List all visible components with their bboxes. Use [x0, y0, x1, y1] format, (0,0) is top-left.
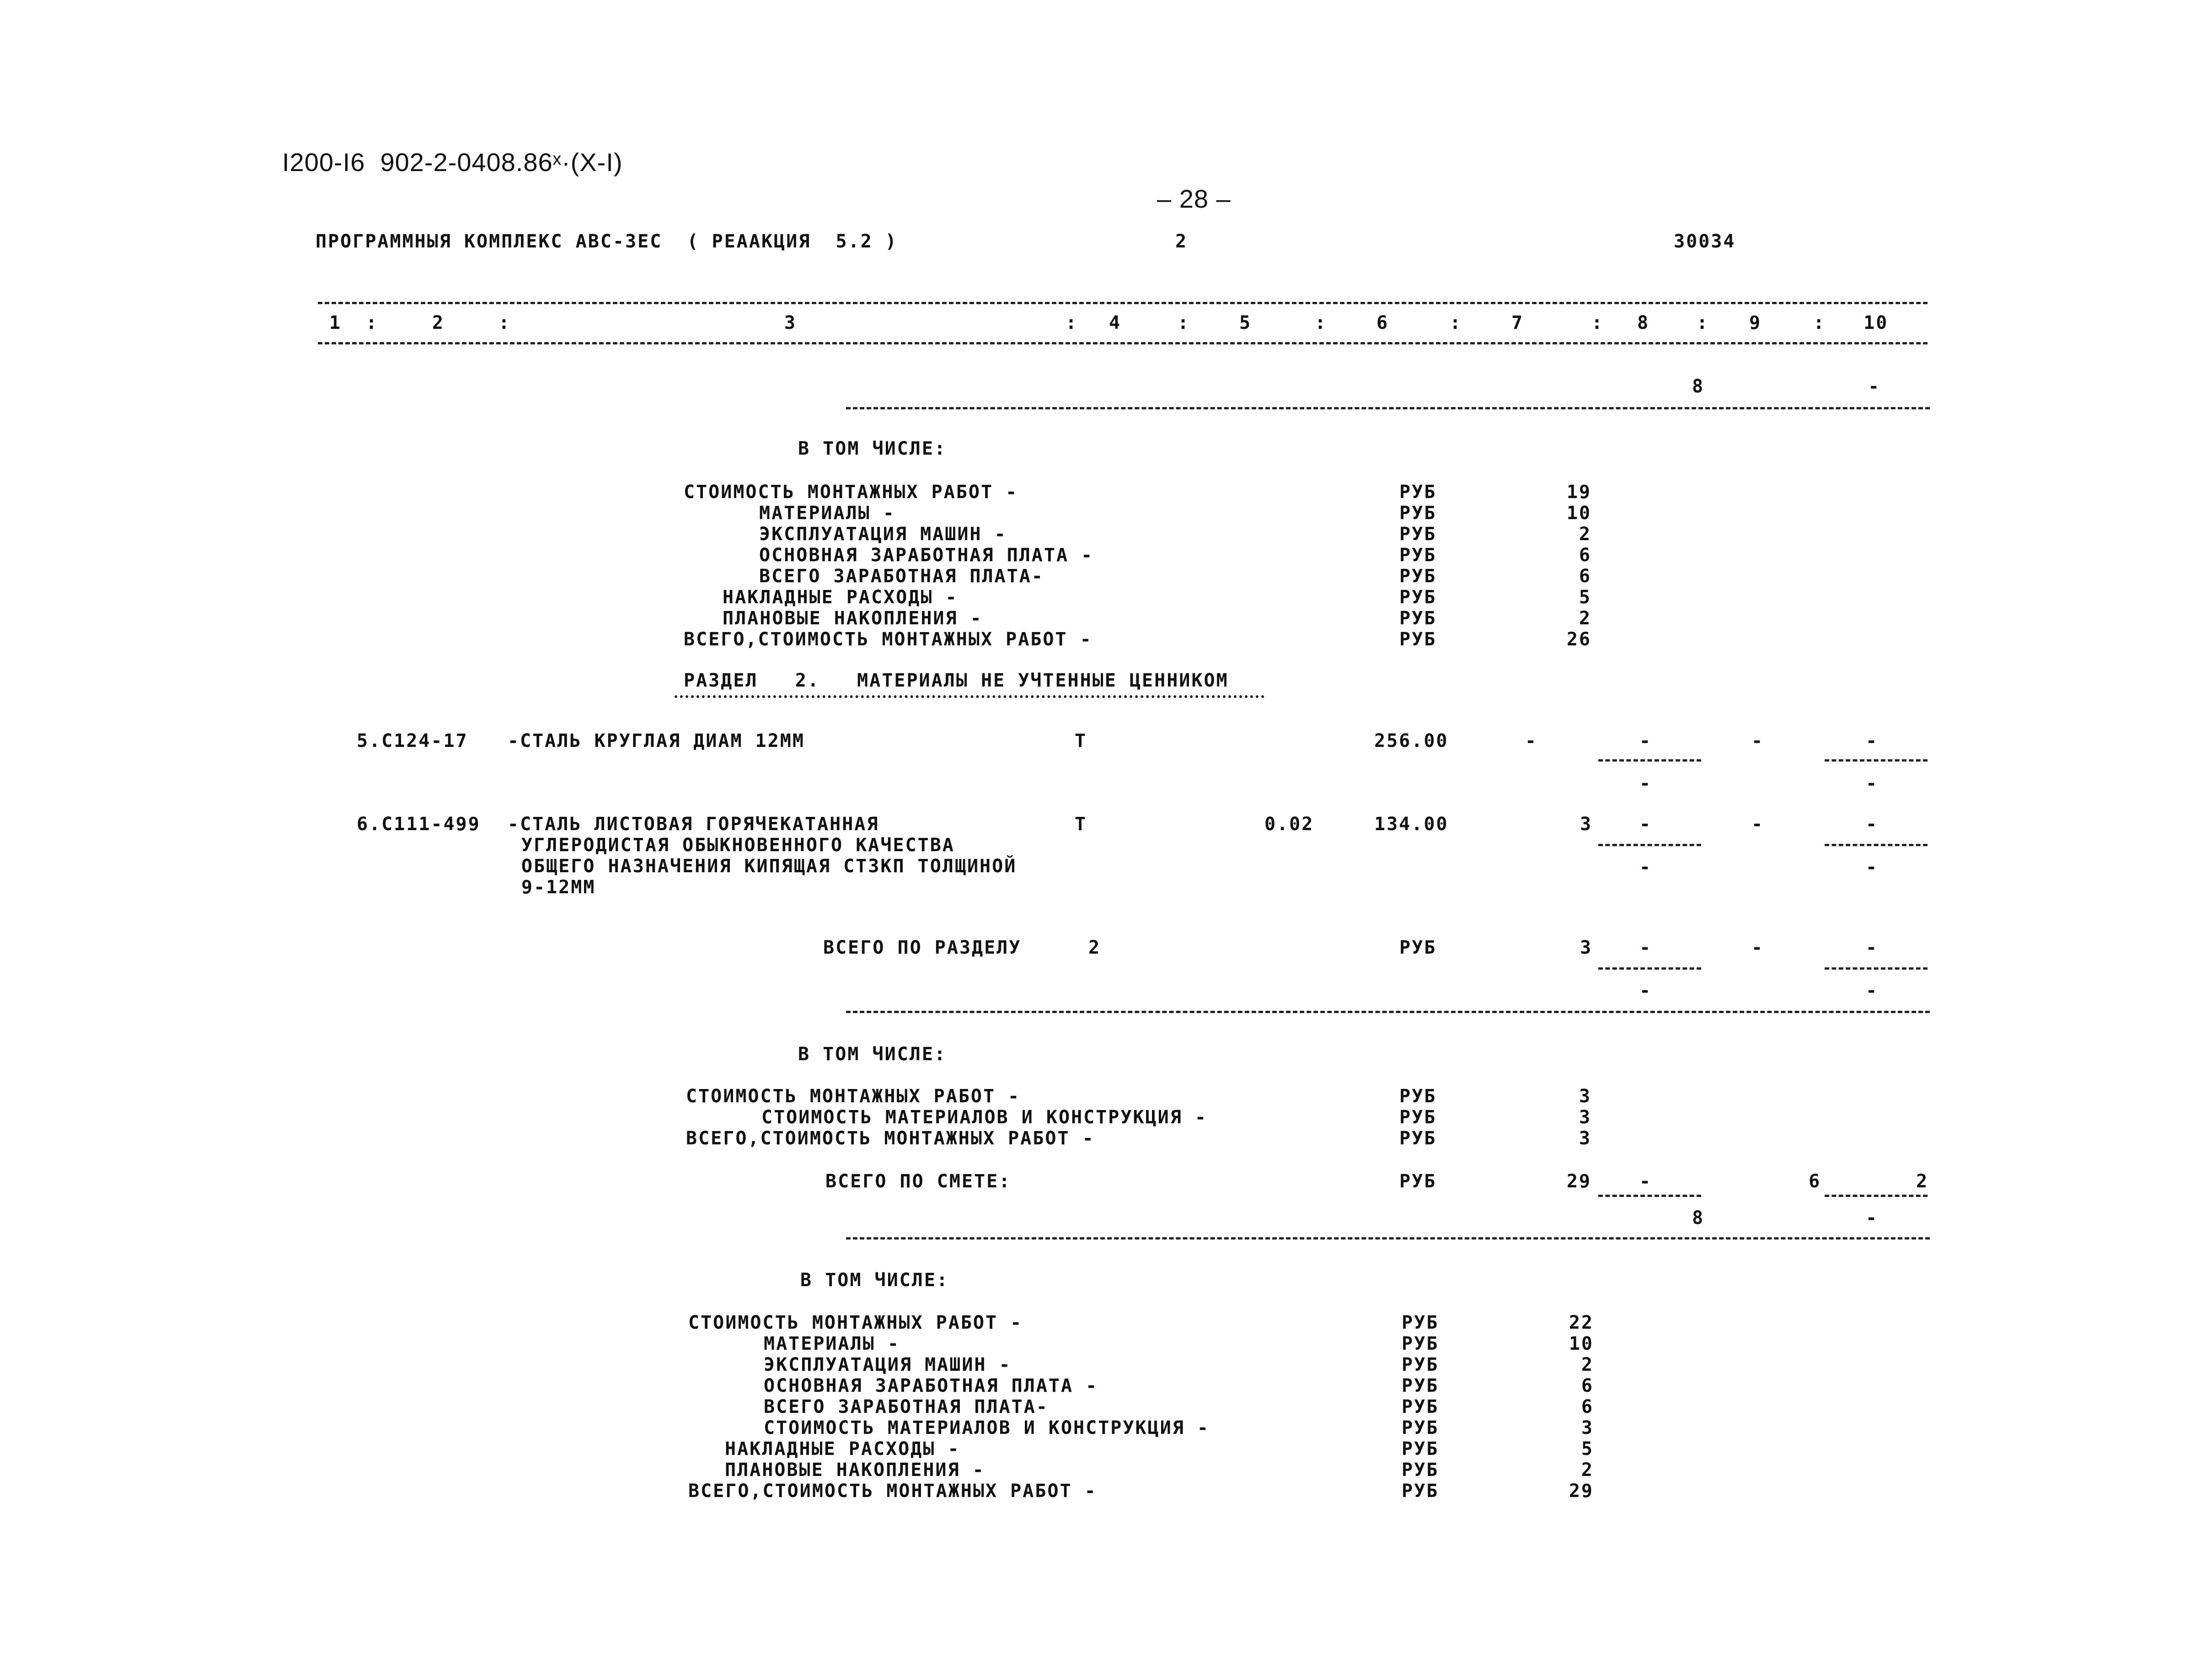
estimate-total-value: 29 [1566, 1171, 1591, 1192]
section-total-label: ВСЕГО ПО РАЗДЕЛУ [823, 937, 1022, 958]
section-total-col9: - [1751, 937, 1764, 958]
summary-unit: РУБ [1399, 608, 1437, 629]
item-col8-rule [1598, 759, 1701, 762]
summary-label: МАТЕРИАЛЫ - [764, 1333, 900, 1354]
column-header: 5 [1239, 312, 1252, 333]
section-total-number: 2 [1088, 937, 1101, 958]
summary-label: ЭКСПЛУАТАЦИЯ МАШИН - [759, 524, 1007, 545]
summary-unit: РУБ [1402, 1312, 1439, 1333]
estimate-total-col10-rule [1825, 1195, 1928, 1197]
summary-label: СТОИМОСТЬ МОНТАЖНЫХ РАБОТ - [686, 1086, 1021, 1107]
summary-unit: РУБ [1402, 1354, 1439, 1375]
column-header: 6 [1376, 312, 1389, 333]
item-col10-rule [1825, 759, 1928, 762]
item-col10-bottom: - [1866, 773, 1879, 794]
item-price: 256.00 [1374, 730, 1449, 751]
summary-value: 10 [1566, 503, 1591, 524]
summary-label: СТОИМОСТЬ МАТЕРИАЛОВ И КОНСТРУКЦИЯ - [764, 1417, 1210, 1438]
item-name: -СТАЛЬ ЛИСТОВАЯ ГОРЯЧЕКАТАННАЯ [508, 814, 879, 835]
summary-unit: РУБ [1399, 1128, 1437, 1149]
column-header: 10 [1864, 312, 1889, 333]
column-separator: : [1813, 312, 1826, 333]
summary-value: 3 [1579, 1107, 1591, 1128]
carry-col8: 8 [1692, 376, 1705, 397]
summary-unit: РУБ [1399, 629, 1437, 650]
item-price: 134.00 [1374, 814, 1449, 835]
estimate-total-col8-rule [1598, 1195, 1701, 1197]
carry-rule [846, 407, 1930, 409]
summary-label: ОСНОВНАЯ ЗАРАБОТНАЯ ПЛАТА - [764, 1375, 1098, 1396]
item-col9: - [1751, 730, 1764, 751]
section-total-col10-top: - [1866, 937, 1879, 958]
summary-unit: РУБ [1399, 524, 1437, 545]
estimate-total-col10-bottom: - [1866, 1207, 1879, 1229]
section-total-col10-bottom: - [1866, 980, 1879, 1001]
section-total-rule [846, 1011, 1930, 1013]
document-code: 30034 [1674, 231, 1736, 252]
table-header-rule [318, 342, 1928, 344]
estimate-total-label: ВСЕГО ПО СМЕТЕ: [825, 1171, 1012, 1192]
item-cost: - [1525, 730, 1538, 751]
summary-unit: РУБ [1402, 1375, 1439, 1396]
summary-value: 3 [1579, 1128, 1591, 1149]
item-code: 5.С124-17 [357, 730, 468, 751]
summary-value: 26 [1566, 629, 1591, 650]
column-separator: : [1315, 312, 1328, 333]
section-total-col8-bottom: - [1639, 980, 1652, 1001]
item-col8-top: - [1639, 814, 1652, 835]
summary-unit: РУБ [1402, 1481, 1439, 1502]
summary-unit: РУБ [1399, 587, 1437, 608]
section-total-value: 3 [1580, 937, 1593, 958]
item-name: -СТАЛЬ КРУГЛАЯ ДИАМ 12ММ [508, 730, 805, 751]
estimate-total-col8-bottom: 8 [1692, 1207, 1705, 1229]
summary-label: ВСЕГО,СТОИМОСТЬ МОНТАЖНЫХ РАБОТ - [686, 1128, 1095, 1149]
item-unit: Т [1075, 730, 1087, 751]
summary-unit: РУБ [1402, 1333, 1439, 1354]
column-header: 1 [329, 312, 342, 333]
column-separator: : [1450, 312, 1462, 333]
column-header: 8 [1637, 312, 1650, 333]
column-separator: : [366, 312, 379, 333]
summary-value: 6 [1581, 1375, 1594, 1396]
summary-unit: РУБ [1402, 1417, 1439, 1438]
including-label: В ТОМ ЧИСЛЕ: [800, 1270, 949, 1291]
section-title-underline [675, 695, 1264, 698]
summary-label: СТОИМОСТЬ МОНТАЖНЫХ РАБОТ - [684, 482, 1018, 503]
item-col8-top: - [1639, 730, 1652, 751]
summary-value: 6 [1579, 566, 1591, 587]
column-separator: : [1066, 312, 1078, 333]
item-code: 6.С111-499 [357, 814, 481, 835]
item-cost: 3 [1580, 814, 1593, 835]
estimate-total-col10-top: 2 [1916, 1171, 1929, 1192]
estimate-total-unit: РУБ [1399, 1171, 1437, 1192]
including-label: В ТОМ ЧИСЛЕ: [798, 438, 947, 459]
item-col10-top: - [1866, 814, 1879, 835]
summary-unit: РУБ [1402, 1396, 1439, 1417]
summary-value: 19 [1566, 482, 1591, 503]
summary-label: НАКЛАДНЫЕ РАСХОДЫ - [725, 1438, 960, 1459]
summary-unit: РУБ [1402, 1459, 1439, 1481]
summary-value: 6 [1581, 1396, 1594, 1417]
table-top-rule [318, 302, 1928, 304]
summary-label: ОСНОВНАЯ ЗАРАБОТНАЯ ПЛАТА - [759, 545, 1094, 566]
summary-value: 2 [1581, 1459, 1594, 1481]
summary-unit: РУБ [1399, 482, 1437, 503]
summary-label: ЭКСПЛУАТАЦИЯ МАШИН - [764, 1354, 1012, 1375]
column-separator: : [1178, 312, 1190, 333]
column-header: 4 [1109, 312, 1122, 333]
section-title: РАЗДЕЛ 2. МАТЕРИАЛЫ НЕ УЧТЕННЫЕ ЦЕННИКОМ [684, 670, 1229, 691]
summary-unit: РУБ [1399, 1086, 1437, 1107]
item-col10-bottom: - [1866, 857, 1879, 878]
page-number: – 28 – [1157, 184, 1231, 213]
estimate-total-col9: 6 [1809, 1171, 1821, 1192]
column-header: 9 [1749, 312, 1762, 333]
item-name: УГЛЕРОДИСТАЯ ОБЫКНОВЕННОГО КАЧЕСТВА [521, 835, 955, 856]
column-separator: : [1697, 312, 1709, 333]
summary-unit: РУБ [1399, 545, 1437, 566]
summary-label: МАТЕРИАЛЫ - [759, 503, 895, 524]
item-name: ОБЩЕГО НАЗНАЧЕНИЯ КИПЯЩАЯ СТ3КП ТОЛЩИНОЙ [521, 856, 1017, 877]
summary-label: ВСЕГО,СТОИМОСТЬ МОНТАЖНЫХ РАБОТ - [684, 629, 1093, 650]
item-quantity: 0.02 [1264, 814, 1314, 835]
summary-label: ПЛАНОВЫЕ НАКОПЛЕНИЯ - [723, 608, 983, 629]
summary-label: ВСЕГО,СТОИМОСТЬ МОНТАЖНЫХ РАБОТ - [688, 1481, 1097, 1502]
summary-label: ВСЕГО ЗАРАБОТНАЯ ПЛАТА- [764, 1396, 1049, 1417]
column-header: 2 [432, 312, 445, 333]
summary-unit: РУБ [1399, 1107, 1437, 1128]
column-header: 3 [784, 312, 797, 333]
summary-value: 6 [1579, 545, 1591, 566]
summary-value: 3 [1581, 1417, 1594, 1438]
section-total-col10-rule [1825, 967, 1928, 970]
summary-label: СТОИМОСТЬ МОНТАЖНЫХ РАБОТ - [688, 1312, 1023, 1333]
summary-value: 2 [1581, 1354, 1594, 1375]
summary-unit: РУБ [1402, 1438, 1439, 1459]
including-label: В ТОМ ЧИСЛЕ: [798, 1044, 947, 1065]
item-col9: - [1751, 814, 1764, 835]
summary-label: СТОИМОСТЬ МАТЕРИАЛОВ И КОНСТРУКЦИЯ - [761, 1107, 1207, 1128]
summary-label: ПЛАНОВЫЕ НАКОПЛЕНИЯ - [725, 1459, 985, 1481]
item-col8-bottom: - [1639, 773, 1652, 794]
section-total-col8-rule [1598, 967, 1701, 970]
summary-value: 2 [1579, 608, 1591, 629]
summary-value: 5 [1581, 1438, 1594, 1459]
item-col8-rule [1598, 844, 1701, 846]
summary-label: ВСЕГО ЗАРАБОТНАЯ ПЛАТА- [759, 566, 1044, 587]
item-col10-top: - [1866, 730, 1879, 751]
summary-unit: РУБ [1399, 566, 1437, 587]
summary-label: НАКЛАДНЫЕ РАСХОДЫ - [723, 587, 958, 608]
item-name: 9-12ММ [521, 877, 596, 898]
item-unit: Т [1075, 814, 1087, 835]
summary-unit: РУБ [1399, 503, 1437, 524]
summary-value: 5 [1579, 587, 1591, 608]
carry-col10: - [1868, 376, 1881, 397]
sheet-number: 2 [1175, 231, 1188, 252]
item-col8-bottom: - [1639, 857, 1652, 878]
column-separator: : [498, 312, 511, 333]
estimate-total-rule [846, 1237, 1930, 1239]
program-title: ПРОГРАММНЫЯ КОМПЛЕКС АВС-3ЕС ( РЕААКЦИЯ 5.2 ) [316, 231, 898, 252]
summary-value: 2 [1579, 524, 1591, 545]
estimate-total-col8-top: - [1639, 1171, 1652, 1192]
column-header: 7 [1511, 312, 1524, 333]
item-col10-rule [1825, 844, 1928, 846]
section-total-col8-top: - [1639, 937, 1652, 958]
summary-value: 22 [1569, 1312, 1594, 1333]
section-total-unit: РУБ [1399, 937, 1437, 958]
document-stamp: I200-I6 902-2-0408.86ˣ·(X-I) [282, 148, 623, 177]
summary-value: 10 [1569, 1333, 1594, 1354]
summary-value: 29 [1569, 1481, 1594, 1502]
column-separator: : [1591, 312, 1604, 333]
summary-value: 3 [1579, 1086, 1591, 1107]
